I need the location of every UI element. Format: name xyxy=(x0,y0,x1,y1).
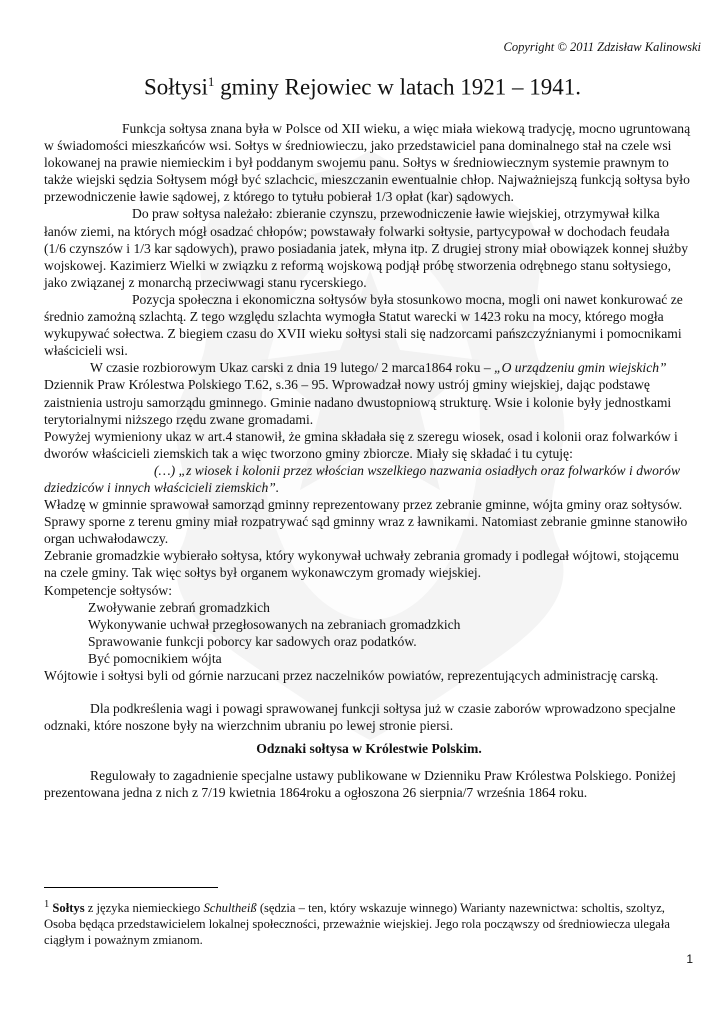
list-item: Sprawowanie funkcji poborcy kar sadowych oraz podatków. xyxy=(88,633,417,649)
competencies-list xyxy=(88,599,694,667)
section-heading: Odznaki sołtysa w Królestwie Polskim. xyxy=(256,741,482,757)
paragraph: Powyżej wymieniony ukaz w art.4 stanowił, że gmina składała się z szeregu wiosek, osad i kolonii oraz folwarków i dworów właścicieli ziemskich tak a więc tworzono gminy zbiorcze. Miały się składać i tu cytuję: xyxy=(44,428,678,461)
list-item: Wykonywanie uchwał przegłosowanych na zebraniach gromadzkich xyxy=(88,616,461,632)
list-item: Zwoływanie zebrań gromadzkich xyxy=(88,599,270,615)
paragraph: Władzę w gminnie sprawował samorząd gminny reprezentowany przez zebranie gminne, wójta gminy oraz sołtysów. Sprawy sporne z terenu gminy miał rozpatrywać sąd gminny wraz z ławnikami. Natomiast zebranie gminne stanowiło organ uchwałodawczy. xyxy=(44,497,688,547)
page-title: Sołtysi$^1$ gminy Rejowiec w latach 1921 – 1941. xyxy=(143,74,582,100)
paragraph: Wójtowie i sołtysi byli od górnie narzucani przez naczelników powiatów, reprezentujących administrację carską. xyxy=(44,668,659,683)
paragraph: Funkcja sołtysa znana była w Polsce od XII wieku, a więc miała wiekową tradycję, mocno ugruntowaną w świadomości mieszkańców wsi. Sołtys w średniowieczu, jako przedstawiciel pana dominalnego stał na czele wsi lokowanej na prawie niemieckim i był poddanym swojemu panu. Sołtys w średniowiecznym systemie prawnym to także wiejski sędzia Sołtysem mógł być szlachcic, mieszczanin ewentualnie chłop. Najważniejszą funkcją sołtysa było przewodniczenie ławie sądowej, z którego to tytułu pobierał 1/3 opłat (kar) sądowych. xyxy=(44,121,691,205)
footnote-separator xyxy=(44,887,218,888)
paragraph: Dla podkreślenia wagi i powagi sprawowanej funkcji sołtysa już w czasie zaborów wprowadzono specjalne odznaki, które noszone były na wierzchnim ubraniu po lewej stronie piersi. xyxy=(44,701,676,734)
paragraph: Kompetencje sołtysów: xyxy=(44,582,172,598)
document-body xyxy=(44,120,694,802)
footnote-ref: 1 xyxy=(207,74,215,89)
footnote: $^1$ Sołtys z języka niemieckiego Schultheiß (sędzia – ten, który wskazuje winnego) Warianty nazewnictwa: scholtis, szoltyz, Osoba będąca przedstawicielem lokalnej społeczności, przeważnie wiejskiej. Jego rola począwszy od średniowiecza ulegała ciągłym i poważnym zmianom. xyxy=(44,899,670,948)
quote: (…) „z wiosek i kolonii przez włościan wszelkiego nazwania osiadłych oraz folwarków i dworów dziedziców i innych właścicieli ziemskich”. xyxy=(44,462,681,495)
paragraph: Zebranie gromadzkie wybierało sołtysa, który wykonywał uchwały zebrania gromady i podlegał wójtowi, stojącemu na czele gminy. Tak więc sołtys był organem wykonawczym gromady wiejskiej. xyxy=(44,548,679,581)
page-number: 1 xyxy=(686,952,693,966)
paragraph: Pozycja społeczna i ekonomiczna sołtysów była stosunkowo mocna, mogli oni nawet konkurować ze średnio zamożną szlachtą. Z tego względu szlachta wymogła Statut warecki w 1423 roku na mocy, którego mogła wykupywać sołectwa. Z biegiem czasu do XVII wieku sołtysi stali się nadzorcami pańszczyźnianymi i pomocnikami właścicieli wsi. xyxy=(44,291,683,359)
copyright-notice: Copyright © 2011 Zdzisław Kalinowski xyxy=(503,40,701,54)
paragraph: Do praw sołtysa należało: zbieranie czynszu, przewodniczenie ławie wiejskiej, otrzymywał kilka łanów ziemi, na których mógł osadzać chłopów; powstawały folwarki sołtysie, partycypował w dochodach feudała (1/6 czynszów i 1/3 kar sądowych), prawo posiadania jatek, młyna itp. Z drugiej strony miał obowiązek konnej służby wojskowej. Kazimierz Wielki w związku z reformą wojskową podjął próbę stworzenia odrębnego stanu sołtysiego, jako związanej z monarchą przeciwwagi stanu rycerskiego. xyxy=(44,206,689,290)
list-item: Być pomocnikiem wójta xyxy=(88,650,222,666)
paragraph: Regulowały to zagadnienie specjalne ustawy publikowane w Dzienniku Praw Królestwa Polskiego. Poniżej prezentowana jedna z nich z 7/19 kwietnia 1864roku a ogłoszona 26 sierpnia/7 września 1864 roku. xyxy=(44,768,676,801)
paragraph: W czasie rozbiorowym Ukaz carski z dnia 19 lutego/ 2 marca1864 roku – „O urządzeniu gmin wiejskich” Dziennik Praw Królestwa Polskiego T.62, s.36 – 95. Wprowadzał nowy ustrój gminy wiejskiej, dając podstawę zaistnienia ustroju samorządu gminnego. Gminie nadano dwustopniową strukturę. Wsie i kolonie były jednostkami terytorialnymi niższego rzędu zwane gromadami. xyxy=(44,360,672,427)
